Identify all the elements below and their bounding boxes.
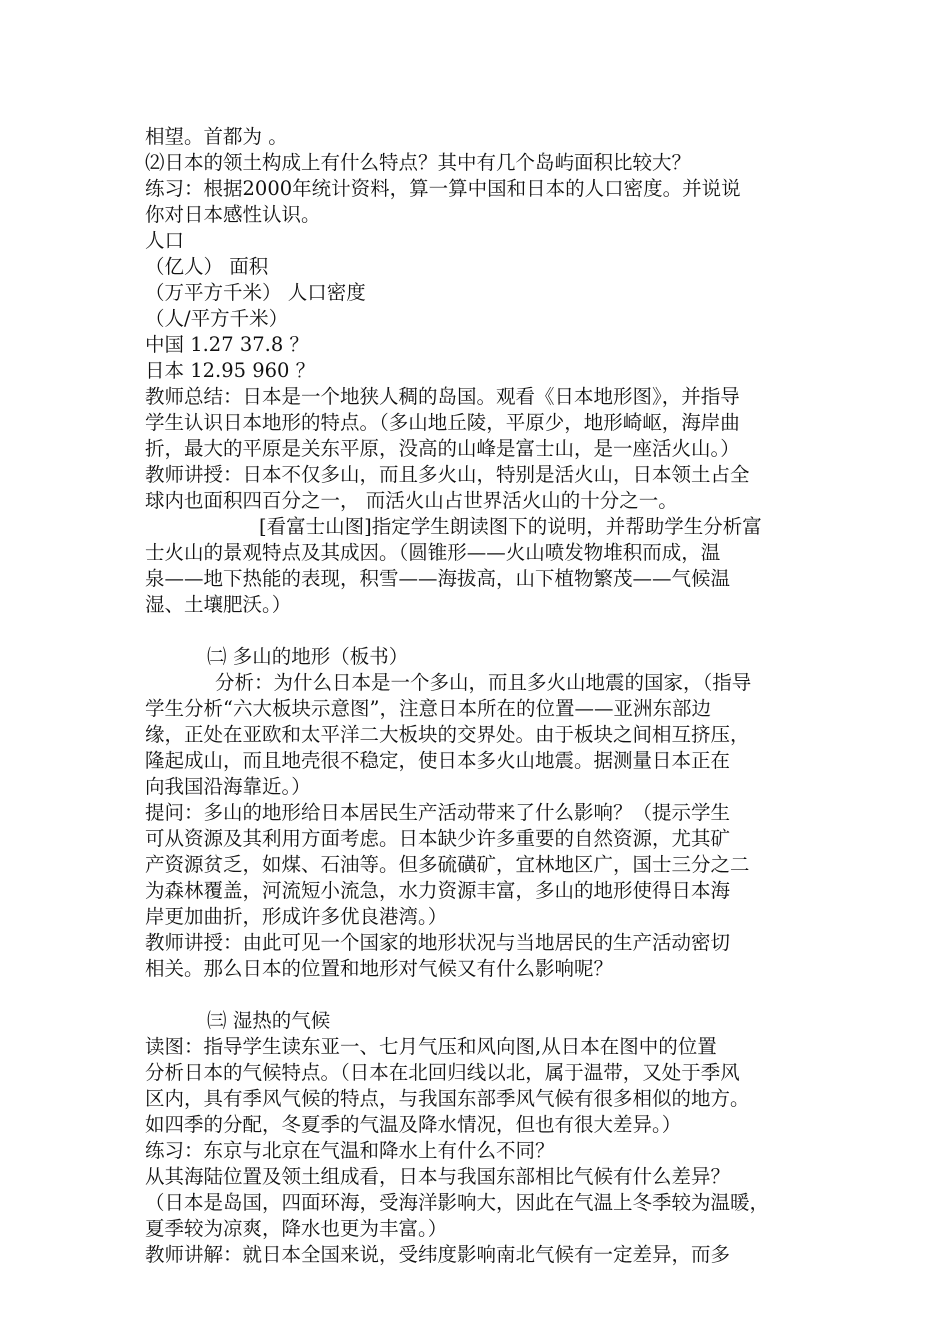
text-line: 折，最大的平原是关东平原，没高的山峰是富士山，是一座活火山。） (145, 437, 740, 460)
section-heading-3: ㈢ 湿热的气候 (207, 1009, 331, 1032)
text-line: 提问：多山的地形给日本居民生产活动带来了什么影响？（提示学生 (145, 801, 731, 824)
text-line: 球内也面积四百分之一， 而活火山占世界活火山的十分之一。 (145, 489, 678, 512)
text-line: 缘，正处在亚欧和太平洋二大板块的交界处。由于板块之间相互挤压， (145, 723, 750, 746)
text-line: 教师讲解：就日本全国来说，受纬度影响南北气候有一定差异，而多 (145, 1243, 731, 1266)
table-header-line: （亿人） 面积 (145, 255, 269, 278)
text-line: 学生认识日本地形的特点。（多山地丘陵，平原少，地形崎岖，海岸曲 (145, 411, 740, 434)
table-row-china: 中国 1.27 37.8 ？ (145, 333, 309, 356)
text-line: 相关。那么日本的位置和地形对气候又有什么影响呢？ (145, 957, 614, 980)
text-line: 练习：东京与北京在气温和降水上有什么不同？ (145, 1139, 555, 1162)
text-line: 产资源贫乏，如煤、石油等。但多硫磺矿，宜林地区广，国士三分之二 (145, 853, 750, 876)
spacer (145, 982, 825, 1008)
text-line: 学生分析“六大板块示意图”，注意日本所在的位置——亚洲东部边 (145, 697, 711, 720)
spacer (145, 618, 825, 644)
text-line: 向我国沿海靠近。） (145, 775, 311, 798)
text-line: 相望。首都为 。 (145, 125, 288, 148)
text-line: 教师讲授：由此可见一个国家的地形状况与当地居民的生产活动密切 (145, 931, 731, 954)
text-line: 为森林覆盖，河流短小流急，水力资源丰富，多山的地形使得日本海 (145, 879, 731, 902)
table-header-line: （人/平方千米） (145, 307, 289, 330)
text-line: 士火山的景观特点及其成因。（圆锥形——火山喷发物堆积而成，温 (145, 541, 721, 564)
table-header-line: （万平方千米） 人口密度 (145, 281, 366, 304)
text-line: （日本是岛国，四面环海，受海洋影响大，因此在气温上冬季较为温暖， (145, 1191, 770, 1214)
text-line: 教师讲授：日本不仅多山，而且多火山，特别是活火山，日本领土占全 (145, 463, 750, 486)
text-line: 分析：为什么日本是一个多山，而且多火山地震的国家，（指导 (215, 671, 752, 694)
text-line: 湿、土壤肥沃。） (145, 593, 292, 616)
text-line: [看富士山图]指定学生朗读图下的说明，并帮助学生分析富 (259, 515, 762, 538)
text-line: 区内，具有季风气候的特点，与我国东部季风气候有很多相似的地方。 (145, 1087, 750, 1110)
text-line: 读图：指导学生读东亚一、七月气压和风向图,从日本在图中的位置 (145, 1035, 717, 1058)
text-line: 从其海陆位置及领土组成看，日本与我国东部相比气候有什么差异？ (145, 1165, 731, 1188)
text-line: 隆起成山，而且地壳很不稳定，使日本多火山地震。据测量日本正在 (145, 749, 731, 772)
text-line: 夏季较为凉爽，降水也更为丰富。） (145, 1217, 448, 1240)
section-heading-2: ㈡ 多山的地形（板书） (207, 645, 409, 668)
text-line: 如四季的分配，冬夏季的气温及降水情况，但也有很大差异。） (145, 1113, 682, 1136)
table-row-japan: 日本 12.95 960 ？ (145, 359, 316, 382)
document-page (145, 124, 825, 1268)
text-line: 分析日本的气候特点。（日本在北回归线以北，属于温带，又处于季风 (145, 1061, 740, 1084)
text-line: 练习：根据2000年统计资料，算一算中国和日本的人口密度。并说说 (145, 177, 741, 200)
text-line: 泉——地下热能的表现，积雪——海拔高，山下植物繁茂——气候温 (145, 567, 731, 590)
text-line: 教师总结：日本是一个地狭人稠的岛国。观看《日本地形图》，并指导 (145, 385, 740, 408)
question-2: ⑵日本的领土构成上有什么特点？其中有几个岛屿面积比较大？ (145, 151, 692, 174)
text-line: 岸更加曲折，形成许多优良港湾。） (145, 905, 448, 928)
text-line: 你对日本感性认识。 (145, 203, 321, 226)
text-line: 可从资源及其利用方面考虑。日本缺少许多重要的自然资源，尤其矿 (145, 827, 731, 850)
table-header-line: 人口 (145, 229, 185, 252)
